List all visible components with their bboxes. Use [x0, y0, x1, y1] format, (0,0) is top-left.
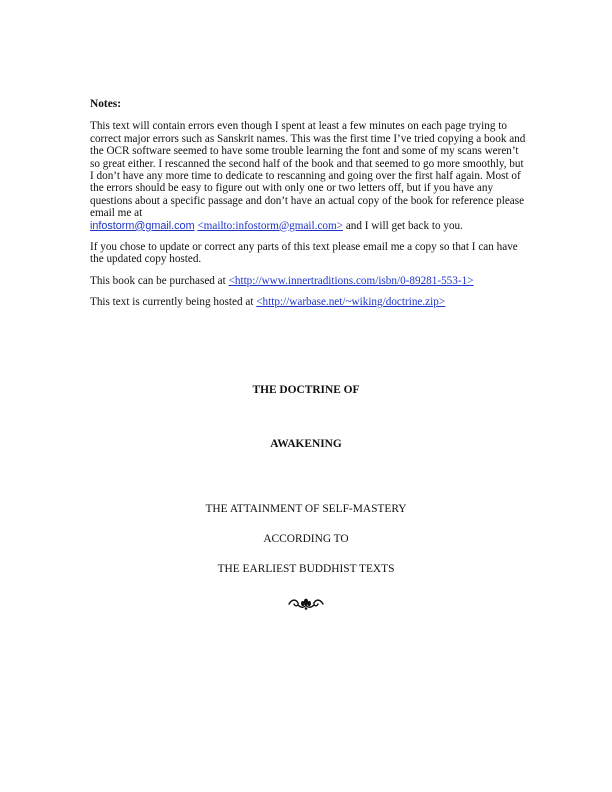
hosted-link[interactable]: <http://warbase.net/~wiking/doctrine.zip> — [256, 296, 446, 309]
notes-paragraph-1-tail: and I will get back to you. — [343, 219, 463, 232]
purchase-line — [90, 275, 530, 287]
notes-paragraph-1 — [90, 120, 530, 232]
hosted-line — [90, 296, 530, 308]
email-link[interactable]: infostorm@gmail.com — [90, 219, 195, 232]
notes-paragraph-1-text: This text will contain errors even though I spent at least a few minutes on each page trying to correct major errors such as Sanskrit names. This was the first time I’ve tried copying a book and the OCR software seemed to have some trouble learning the font and some of my scans weren’t so great either. I rescanned the second half of the book and that seemed to go more smoothly, but I don’t have any more time to dedicate to rescanning and going over the first half again. Most of the errors should be easy to figure out with only one or two letters off, but if you have any questions about a specific passage and don’t have an actual copy of the book for reference please email me at — [90, 120, 526, 220]
notes-paragraph-2: If you chose to update or correct any parts of this text please email me a copy so that I can have the updated copy hosted. — [90, 241, 518, 266]
title-line-2: AWAKENING — [270, 438, 342, 450]
purchase-link[interactable]: <http://www.innertraditions.com/isbn/0-89281-553-1> — [228, 274, 474, 287]
purchase-prefix: This book can be purchased at — [90, 274, 229, 287]
fleuron-ornament-icon — [0, 596, 612, 617]
notes-section — [90, 98, 530, 309]
title-line-1: THE DOCTRINE OF — [252, 384, 360, 396]
notes-heading: Notes: — [90, 98, 121, 110]
mailto-link[interactable]: <mailto:infostorm@gmail.com> — [197, 219, 344, 232]
subtitle-line-2: ACCORDING TO — [263, 533, 349, 545]
subtitle-line-3: THE EARLIEST BUDDHIST TEXTS — [217, 563, 395, 575]
hosted-prefix: This text is currently being hosted at — [90, 296, 257, 309]
subtitle-line-1: THE ATTAINMENT OF SELF-MASTERY — [205, 503, 407, 515]
